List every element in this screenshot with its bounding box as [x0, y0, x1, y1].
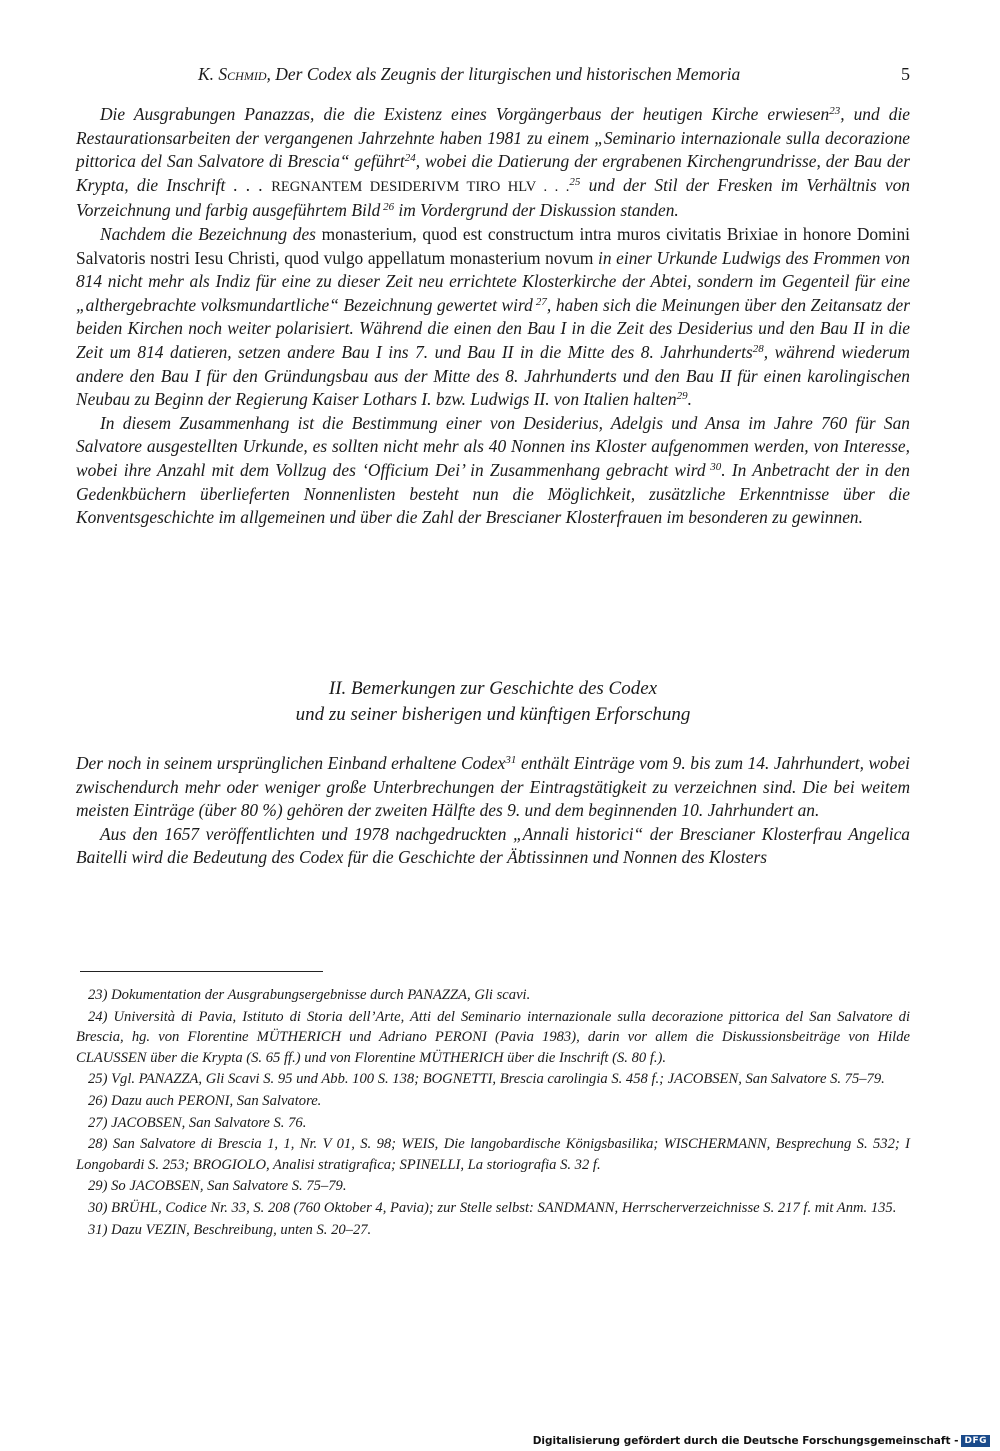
latin-quote: monasterium, quod est constructum intra muros civitatis Brixiae in honore Domini Salvatoris nostri Iesu Christi, quod vulgo appellatum monasterium novum	[76, 223, 911, 268]
paragraph-2	[76, 223, 910, 412]
paragraph-1	[76, 103, 910, 223]
dfg-logo: DFG	[961, 1435, 990, 1447]
footnote-ref-25: 25	[569, 175, 581, 188]
footnote-30: 30) BRÜHL, Codice Nr. 33, S. 208 (760 Oktober 4, Pavia); zur Stelle selbst: SANDMANN, Herrscherverzeichnisse S. 217 f. mit Anm. 135.	[88, 1199, 897, 1216]
page-number: 5	[901, 64, 910, 84]
s1-text-b: enthält Einträge vom 9. bis zum 14. Jahrhundert, wobei zwischendurch mehr oder weniger große Unterbrechungen der Eintragstätigkeit zu verzeichnen sind. Die bei weitem meisten Einträge (über 80 %) gehören der zweiten Hälfte des 9. und dem beginnenden 10. Jahrhundert an.	[76, 753, 910, 821]
running-title	[198, 64, 740, 85]
footnote-ref-30: 30	[705, 460, 722, 473]
inscription: REGNANTEM DESIDERIVM TIRO HLV . . .	[271, 178, 570, 195]
header-title: , Der Codex als Zeugnis der liturgischen und historischen Memoria	[266, 64, 741, 84]
footnotes	[76, 985, 910, 1241]
footnote-24: 24) Università di Pavia, Istituto di Storia dell’Arte, Atti del Seminario internazionale sulla decorazione pittorica del San Salvatore di Brescia, hg. von Florentine MÜTHERICH und Adriano PERONI (Pavia 1983), darin vor allem die Diskussionsbeiträge von Hilde CLAUSSEN über die Krypta (S. 65 ff.) und von Florentine MÜTHERICH über die Inschrift (S. 80 f.).	[76, 1008, 910, 1066]
footnote-27: 27) JACOBSEN, San Salvatore S. 76.	[88, 1114, 307, 1131]
footnote-31: 31) Dazu VEZIN, Beschreibung, unten S. 20–27.	[88, 1221, 372, 1238]
footnote-25: 25) Vgl. PANAZZA, Gli Scavi S. 95 und Abb. 100 S. 138; BOGNETTI, Brescia carolingia S. 458 f.; JACOBSEN, San Salvatore S. 75–79.	[88, 1071, 885, 1088]
p2-text-a: Nachdem die Bezeichnung des	[100, 223, 322, 244]
footnote-ref-28: 28	[752, 342, 764, 355]
section-paragraph-2	[76, 823, 910, 870]
footnote-23: 23) Dokumentation der Ausgrabungsergebnisse durch PANAZZA, Gli scavi.	[88, 987, 531, 1003]
footnote-28: 28) San Salvatore di Brescia 1, 1, Nr. V 01, S. 98; WEIS, Die langobardische Königsbasilika; WISCHERMANN, Besprechung S. 532; I Longobardi S. 253; BROGIOLO, Analisi stratigrafica; SPINELLI, La storiografia S. 32 f.	[76, 1136, 910, 1173]
p1-text-c: , wobei die Datierung der ergrabenen Kirchengrundrisse, der Bau der Krypta, die Inschrift . . .	[76, 151, 911, 195]
section-text	[76, 752, 910, 870]
footnote-ref-27: 27	[532, 295, 547, 308]
digitization-credit	[533, 1435, 990, 1447]
credit-text: Digitalisierung gefördert durch die Deutsche Forschungsgemeinschaft -	[532, 1435, 959, 1447]
footnote-26: 26) Dazu auch PERONI, San Salvatore.	[88, 1092, 322, 1109]
p2-text-d: , während wiederum andere den Bau I für den Gründungsbau aus der Mitte des 8. Jahrhunderts und den Bau II für einen karolingischen Neubau zu Beginn der Regierung Kaiser Lothars I. bzw. Ludwigs II. von Italien halten	[76, 341, 910, 410]
footnote-ref-24: 24	[404, 152, 416, 165]
section-heading-line-1: II. Bemerkungen zur Geschichte des Codex	[328, 678, 658, 699]
footnote-separator	[80, 971, 323, 972]
p2-text-e: .	[687, 389, 692, 410]
footnote-ref-29: 29	[676, 390, 688, 403]
footnote-29: 29) So JACOBSEN, San Salvatore S. 75–79.	[88, 1178, 347, 1195]
s2-text-a: Aus den 1657 veröffentlichten und 1978 nachgedruckten „Annali historici“ der Brescianer Klosterfrau Angelica Baitelli wird die Bedeutung des Codex für die Geschichte der Äbtissinnen und Nonnen des Klosters	[76, 823, 910, 868]
section-heading-line-2: und zu seiner bisherigen und künftigen Erforschung	[295, 704, 691, 725]
p3-text-a: In diesem Zusammenhang ist die Bestimmung einer von Desiderius, Adelgis und Ansa im Jahre 760 für San Salvatore ausgestellten Urkunde, es sollten nicht mehr als 40 Nonnen ins Kloster aufgenommen werden, von Interesse, wobei ihre Anzahl mit dem Vollzug des ‘Officium Dei’ in Zusammenhang gebracht wird	[76, 412, 910, 480]
header-author: K. Schmid	[198, 64, 267, 84]
p2-text-b: in einer Urkunde Ludwigs des Frommen von 814 nicht mehr als Indiz für eine zu dieser Zeit neu errichtete Klosterkirche der Abtei, sondern im Gegenteil für eine „althergebrachte volksmundartliche“ Bezeichnung gewertet wird	[76, 247, 910, 315]
footnote-ref-31: 31	[505, 754, 517, 766]
s1-text-a: Der noch in seinem ursprünglichen Einband erhaltene Codex	[76, 753, 506, 773]
section-heading	[76, 676, 910, 728]
p2-text-c: , haben sich die Meinungen über den Zeitansatz der beiden Kirchen noch weiter polarisiert. Während die einen den Bau I in die Zeit des Desiderius und den Bau II in die Zeit um 814 datieren, setzen andere Bau I ins 7. und Bau II in die Mitte des 8. Jahrhunderts	[76, 294, 911, 362]
intro-text	[76, 103, 910, 530]
section-paragraph-1	[76, 752, 910, 823]
footnote-ref-23: 23	[829, 105, 841, 117]
paragraph-3	[76, 412, 910, 530]
p1-text-e: im Vordergrund der Diskussion standen.	[394, 200, 679, 221]
p1-text-d: und der Stil der Fresken im Verhältnis von Vorzeichnung und farbig ausgeführtem Bild	[76, 174, 910, 221]
p3-text-b: . In Anbetracht der in den Gedenkbüchern überlieferten Nonnenlisten besteht nun die Möglichkeit, zusätzliche Erkenntnisse über die Konventsgeschichte im allgemeinen und über die Zahl der Brescianer Klosterfrauen im besonderen zu gewinnen.	[76, 459, 911, 528]
running-header	[78, 64, 910, 90]
p1-text-b: , und die Restaurationsarbeiten der vergangenen Jahrzehnte haben 1981 zu einem „Seminario internazionale sulla decorazione pittorica del San Salvatore di Brescia“ geführt	[76, 104, 910, 172]
p1-text-a: Die Ausgrabungen Panazzas, die die Existenz eines Vorgängerbaus der heutigen Kirche erwiesen	[100, 104, 830, 124]
footnote-ref-26: 26	[380, 201, 395, 214]
